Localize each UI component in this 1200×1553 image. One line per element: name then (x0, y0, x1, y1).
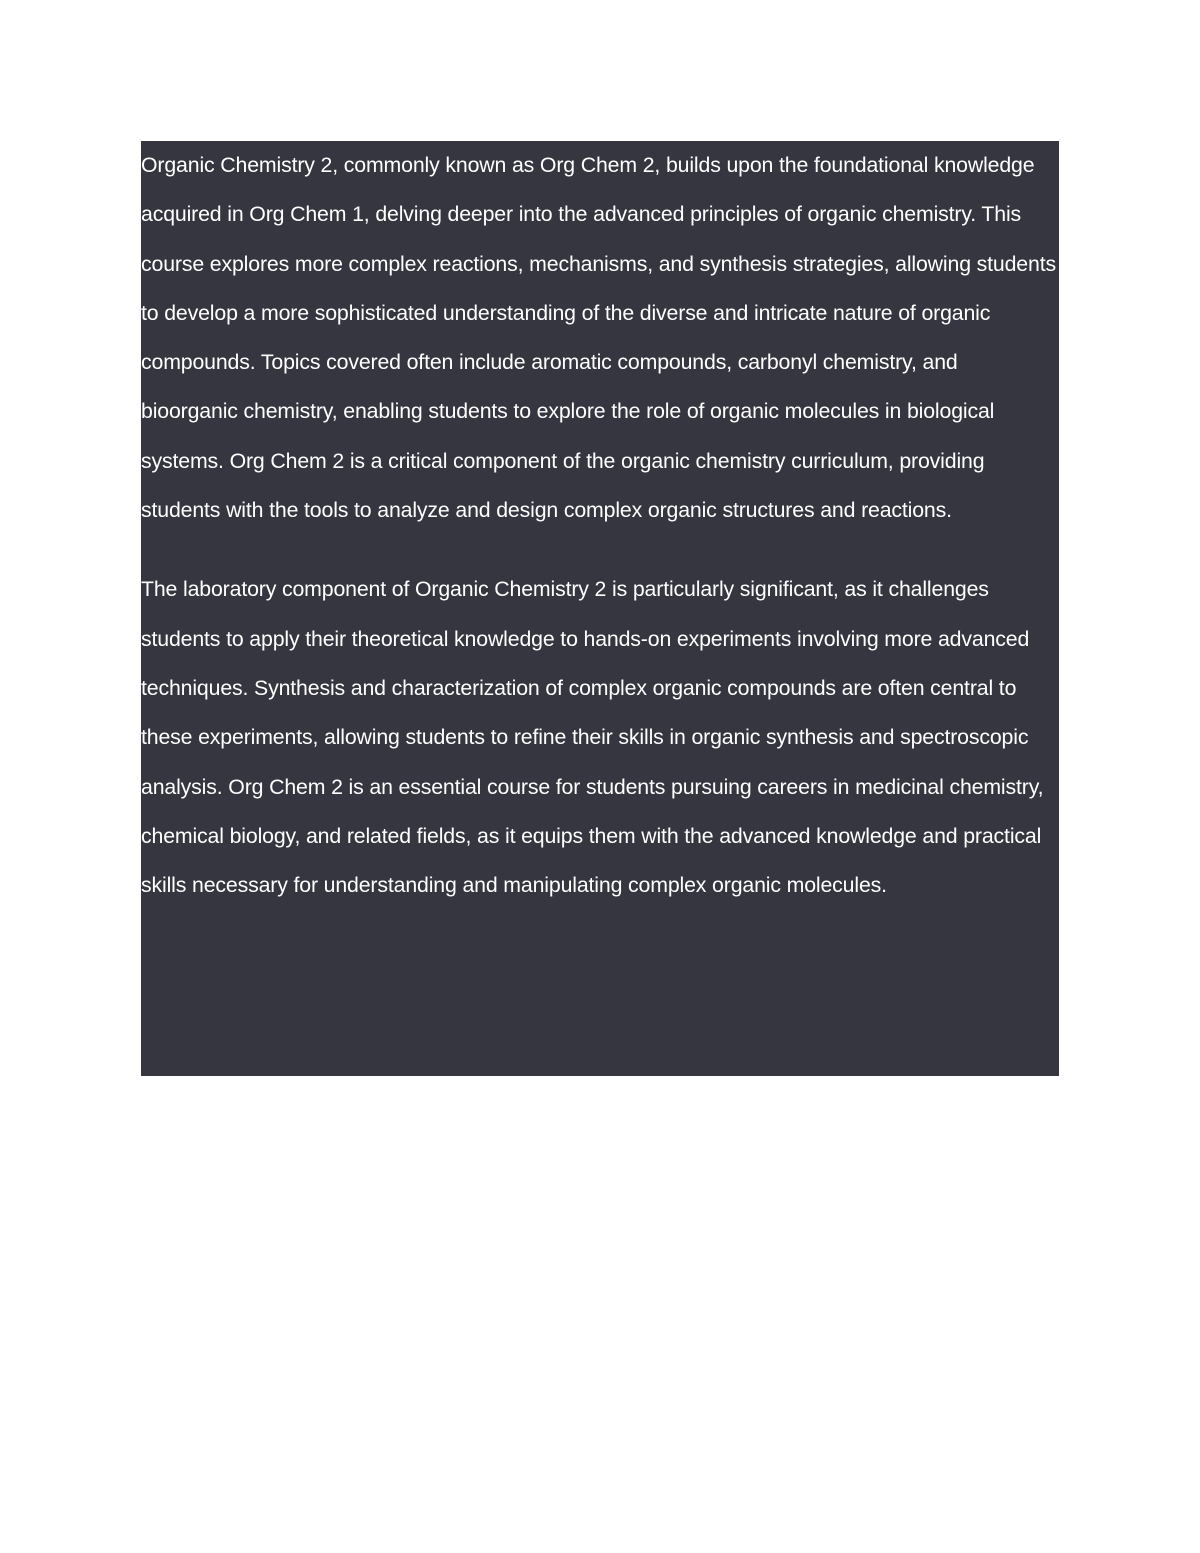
dark-text-block (141, 141, 1059, 1076)
paragraph-org-chem-2-overview: Organic Chemistry 2, commonly known as Org Chem 2, builds upon the foundational knowledge acquired in Org Chem 1, delving deeper into the advanced principles of organic chemistry. This course explores more complex reactions, mechanisms, and synthesis strategies, allowing students to develop a more sophisticated understanding of the diverse and intricate nature of organic compounds. Topics covered often include aromatic compounds, carbonyl chemistry, and bioorganic chemistry, enabling students to explore the role of organic molecules in biological systems. Org Chem 2 is a critical component of the organic chemistry curriculum, providing students with the tools to analyze and design complex organic structures and reactions. (141, 153, 1056, 523)
paragraph-laboratory-component: The laboratory component of Organic Chemistry 2 is particularly significant, as it challenges students to apply their theoretical knowledge to hands-on experiments involving more advanced techniques. Synthesis and characterization of complex organic compounds are often central to these experiments, allowing students to refine their skills in organic synthesis and spectroscopic analysis. Org Chem 2 is an essential course for students pursuing careers in medicinal chemistry, chemical biology, and related fields, as it equips them with the advanced knowledge and practical skills necessary for understanding and manipulating complex organic molecules. (141, 577, 1044, 898)
